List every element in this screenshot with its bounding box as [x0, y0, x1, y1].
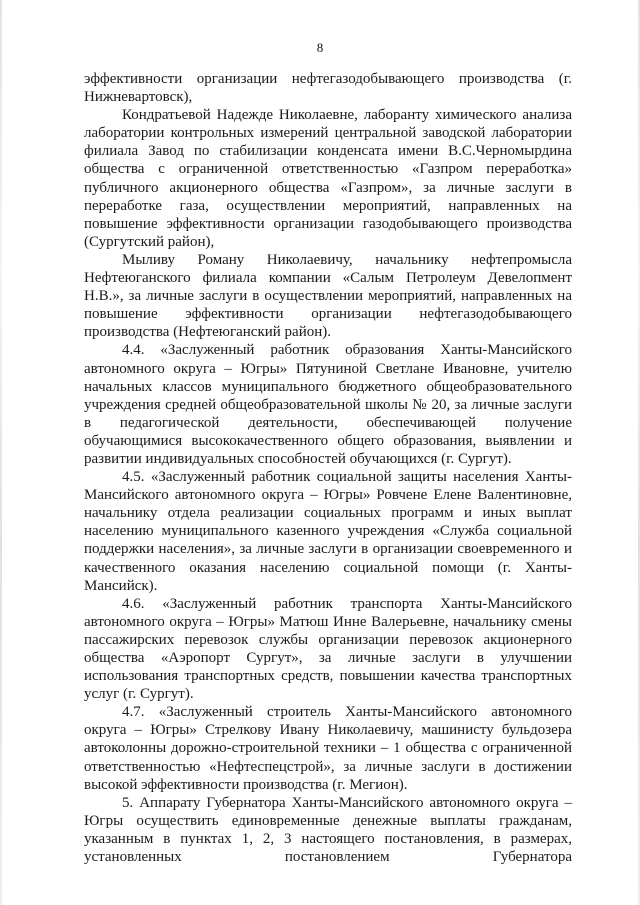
document-body — [84, 70, 572, 866]
paragraph: Кондратьевой Надежде Николаевне, лаборанту химического анализа лаборатории контрольных измерений центральной заводской лаборатории филиала Завод по стабилизации конденсата имени В.С.Черномырдина общества с ограниченной ответственностью «Газпром переработка» публичного акционерного общества «Газпром», за личные заслуги в переработке газа, осуществлении мероприятий, направленных на повышение эффективности организации газодобывающего производства (Сургутский район), — [84, 107, 572, 250]
paragraph: 5. Аппарату Губернатора Ханты-Мансийского автономного округа – Югры осуществить единовременные денежные выплаты гражданам, указанным в пунктах 1, 2, 3 настоящего постановления, в размерах, установленных постановлением Губернатора — [84, 794, 572, 866]
paragraph: эффективности организации нефтегазодобывающего производства (г. Нижневартовск), — [84, 71, 572, 106]
paragraph: 4.4. «Заслуженный работник образования Ханты-Мансийского автономного округа – Югры» Пятуниной Светлане Ивановне, учителю начальных классов муниципального бюджетного общеобразовательного учреждения средней общеобразовательной школы № 20, за личные заслуги в педагогической деятельности, обеспечивающей получение обучающимися высококачественного общего образования, выявлении и развитии индивидуальных способностей обучающихся (г. Сургут). — [84, 342, 572, 467]
scan-edge-left — [0, 0, 2, 905]
paragraph: 4.7. «Заслуженный строитель Ханты-Мансийского автономного округа – Югры» Стрелкову Ивану Николаевичу, машинисту бульдозера автоколонны дорожно-строительной техники – 1 общества с ограниченной ответственностью «Нефтеспецстрой», за личные заслуги в достижении высокой эффективности производства (г. Мегион). — [84, 704, 572, 793]
paragraph: Мыливу Роману Николаевичу, начальнику нефтепромысла Нефтеюганского филиала компании «Салым Петролеум Девелопмент Н.В.», за личные заслуги в осуществлении мероприятий, направленных на повышение эффективности организации нефтегазодобывающего производства (Нефтеюганский район). — [84, 251, 572, 341]
page-number: 8 — [316, 40, 324, 55]
paragraph: 4.6. «Заслуженный работник транспорта Ханты-Мансийского автономного округа – Югры» Матюш Инне Валерьевне, начальнику смены пассажирских перевозок службы организации перевозок акционерного общества «Аэропорт Сургут», за личные заслуги в улучшении использования транспортных средств, повышении качества транспортных услуг (г. Сургут). — [84, 595, 572, 703]
paragraph: 4.5. «Заслуженный работник социальной защиты населения Ханты-Мансийского автономного округа – Югры» Ровчене Елене Валентиновне, начальнику отдела реализации социальных программ и иных выплат населению муниципального казенного учреждения «Служба социальной поддержки населения», за личные заслуги в организации своевременного и качественного оказания населению социальной помощи (г. Ханты-Мансийск). — [84, 469, 572, 594]
